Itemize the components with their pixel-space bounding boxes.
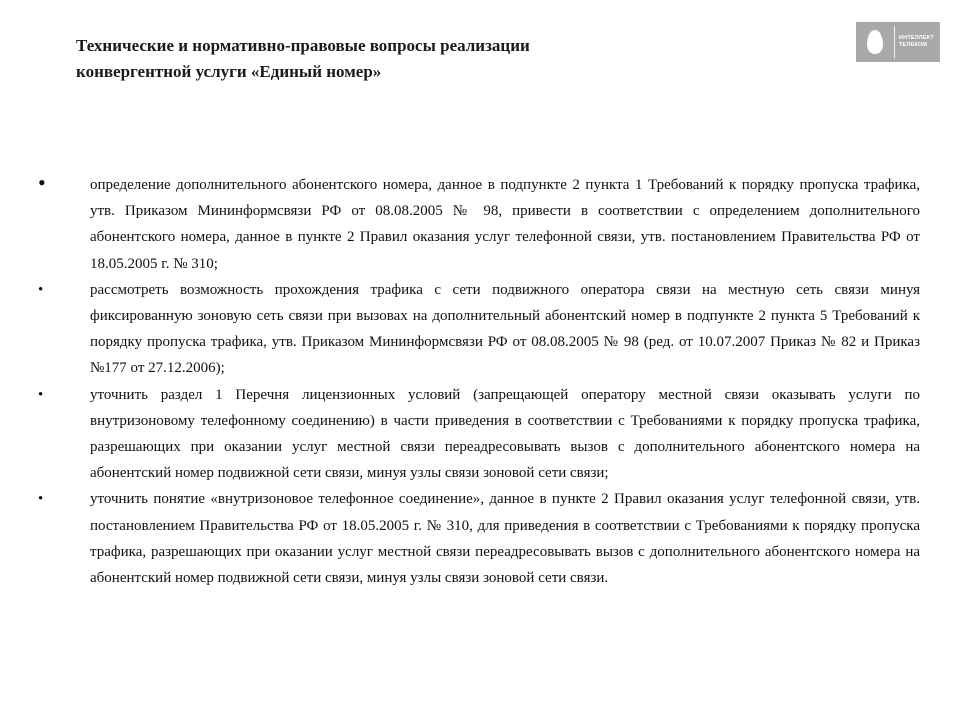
logo-text-line-2: ТЕЛЕКОМ [899, 42, 928, 48]
logo-text [895, 35, 940, 49]
bullet-text: уточнить понятие «внутризоновое телефонное соединение», данное в пункте 2 Правил оказания услуг телефонной связи, утв. постановлением Правительства РФ от 18.05.2005 г. № 310, для приведения в соответствии с Требованиями к порядку пропуска трафика, разрешающих при оказании услуг местной связи переадресовывать вызов с дополнительного абонентского номера на абонентский номер подвижной сети связи, минуя узлы связи зоновой сети связи. [90, 491, 920, 587]
bullet-text: определение дополнительного абонентского номера, данное в подпункте 2 пункта 1 Требований к порядку пропуска трафика, утв. Приказом Мининформсвязи РФ от 08.08.2005 № 98, привести в соответствии с определением дополнительного абонентского номера, данное в пункте 2 Правил оказания услуг телефонной связи, утв. постановлением Правительства РФ от 18.05.2005 г. № 310; [90, 177, 920, 272]
logo-text-line-1: ИНТЕЛЛЕКТ [899, 35, 934, 41]
logo-divider [894, 26, 895, 58]
bullet-item [38, 277, 920, 382]
slide-title-line-2: конвергентной услуги «Единый номер» [76, 62, 382, 81]
bullet-marker: • [38, 386, 44, 403]
slide-title [76, 33, 776, 85]
slide-title-line-1: Технические и нормативно-правовые вопросы реализации [76, 36, 530, 55]
bullet-marker: • [38, 281, 44, 298]
company-logo [856, 22, 940, 62]
bullet-text: рассмотреть возможность прохождения трафика с сети подвижного оператора связи на местную сеть связи минуя фиксированную зоновую сеть связи при вызовах на дополнительный абонентский номер в подпункте 2 пункта 5 Требований к порядку пропуска трафика, утв. Приказом Мининформсвязи РФ от 08.08.2005 № 98 (ред. от 10.07.2007 Приказ № 82 и Приказ №177 от 27.12.2006); [90, 281, 920, 377]
egg-icon [856, 22, 894, 62]
bullet-marker: • [38, 170, 46, 195]
bullet-item [38, 382, 920, 487]
bullet-text: уточнить раздел 1 Перечня лицензионных условий (запрещающей оператору местной связи оказывать услуги по внутризоновому телефонному соединению) в части приведения в соответствии с Требованиями к порядку пропуска трафика, разрешающих при оказании услуг местной связи переадресовывать вызов с дополнительного абонентского номера на абонентский номер подвижной сети связи, минуя узлы связи зоновой сети связи; [90, 386, 920, 482]
bullet-list [38, 172, 920, 591]
bullet-marker: • [38, 491, 44, 508]
bullet-item [38, 486, 920, 591]
bullet-item [38, 172, 920, 277]
